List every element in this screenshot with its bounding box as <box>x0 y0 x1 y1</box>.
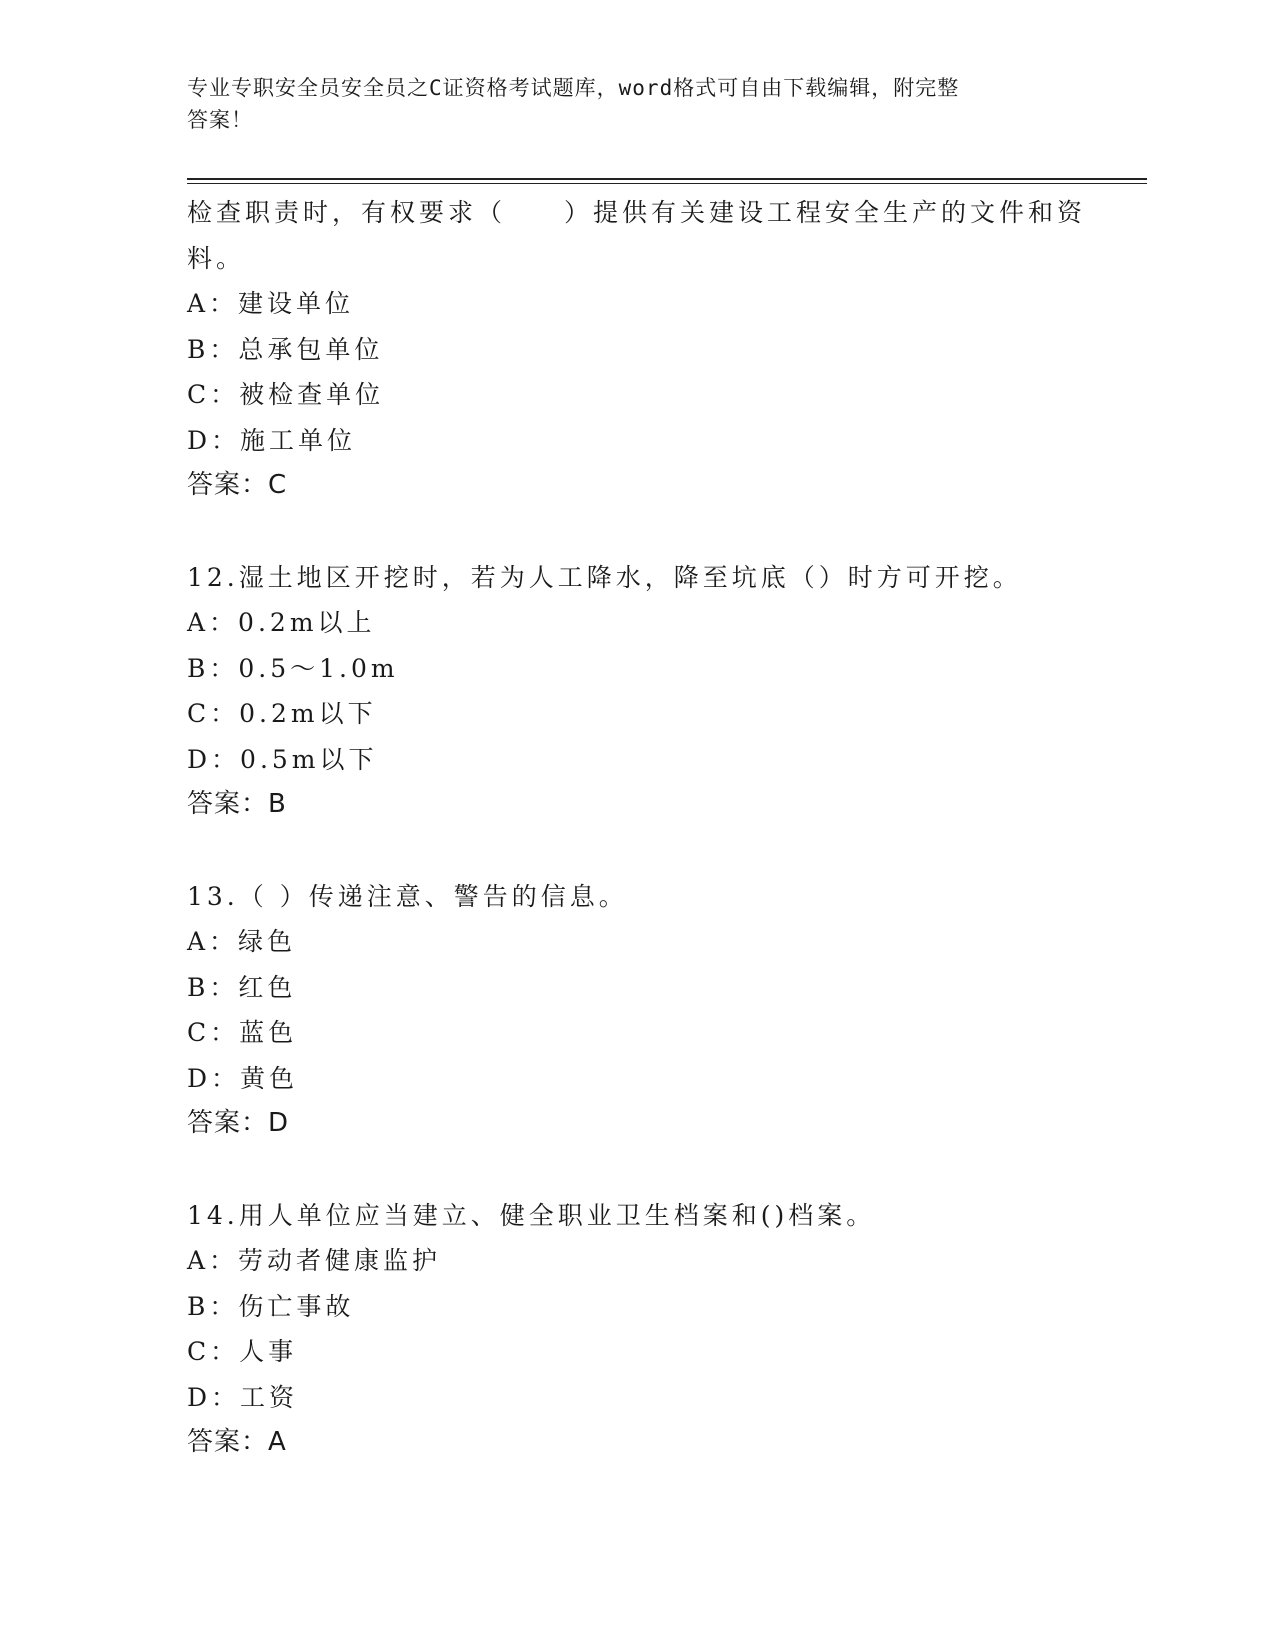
question-13 <box>187 874 1087 1147</box>
option-b: B：0.5～1.0m <box>187 653 399 683</box>
option-b: B：总承包单位 <box>187 334 384 364</box>
question-stem: 14.用人单位应当建立、健全职业卫生档案和()档案。 <box>187 1200 876 1230</box>
header-divider-thin <box>187 183 1147 184</box>
option-b: B：红色 <box>187 972 297 1002</box>
option-c: C：人事 <box>187 1337 298 1366</box>
question-stem-line: 料。 <box>187 243 246 273</box>
question-14 <box>187 1193 1087 1466</box>
option-c: C：0.2m以下 <box>187 699 377 728</box>
option-d: D：工资 <box>187 1382 299 1412</box>
option-a: A：绿色 <box>187 927 297 956</box>
question-list <box>187 190 1087 1466</box>
header-line-2: 答案！ <box>187 108 253 132</box>
option-c: C：蓝色 <box>187 1018 298 1047</box>
question-stem: 12.湿土地区开挖时，若为人工降水，降至坑底（）时方可开挖。 <box>187 562 1022 592</box>
answer-label: 答案：D <box>187 1108 290 1138</box>
question-stem-line: 检查职责时，有权要求（ ）提供有关建设工程安全生产的文件和资 <box>187 198 1087 227</box>
question-stem: 13.（ ）传递注意、警告的信息。 <box>187 881 628 911</box>
document-header <box>187 72 1067 136</box>
option-a: A：0.2m以上 <box>187 608 376 637</box>
answer-label: 答案：B <box>187 789 287 819</box>
option-a: A：建设单位 <box>187 289 355 318</box>
option-b: B：伤亡事故 <box>187 1291 355 1321</box>
option-a: A：劳动者健康监护 <box>187 1246 442 1275</box>
answer-label: 答案：A <box>187 1427 287 1457</box>
header-line-1: 专业专职安全员安全员之C证资格考试题库，word格式可自由下载编辑，附完整 <box>187 76 960 100</box>
option-c: C：被检查单位 <box>187 380 385 409</box>
question-11-continued <box>187 190 1087 509</box>
question-12 <box>187 555 1087 828</box>
option-d: D：黄色 <box>187 1063 299 1093</box>
answer-label: 答案：C <box>187 470 288 500</box>
option-d: D：0.5m以下 <box>187 744 378 774</box>
option-d: D：施工单位 <box>187 425 357 455</box>
header-divider-thick <box>187 178 1147 180</box>
